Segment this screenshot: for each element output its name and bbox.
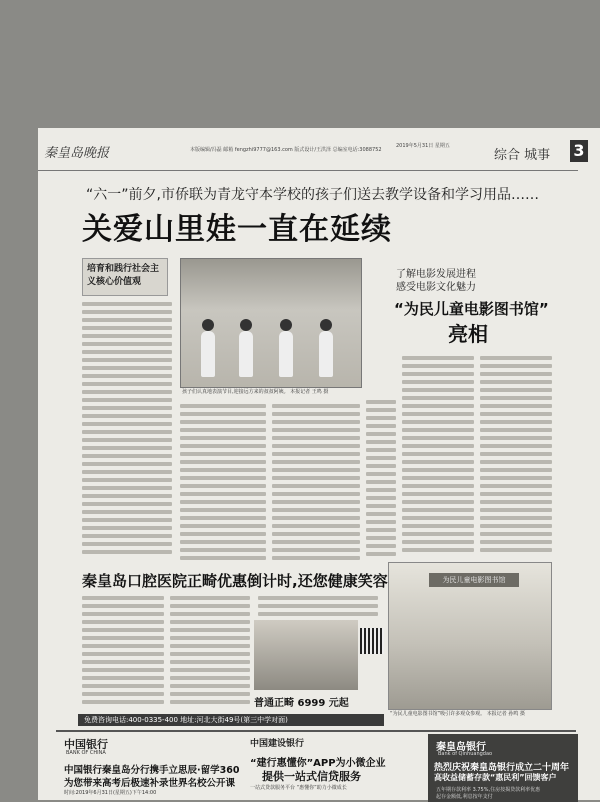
boc-ad-time: 时间:2019年6月31日(星期五)下午14:00 (64, 790, 157, 796)
clinic-ad-photo (254, 620, 358, 690)
article1-headline: 关爱山里娃一直在延续 (82, 212, 392, 247)
photo-figure (319, 331, 333, 377)
clinic-ad-body (82, 592, 164, 710)
clinic-ad-body (170, 592, 250, 710)
article2-kicker-line: 感受电影文化魅力 (396, 282, 476, 293)
article1-photo (180, 258, 362, 388)
photo-figure (239, 331, 253, 377)
boc-ad-line: 中国银行秦皇岛分行携手立思辰·留学360 (64, 765, 240, 776)
column-banner-text: 培育和践行社会主义核心价值观 (87, 264, 160, 287)
photo-figure (201, 331, 215, 377)
article1-body-column (272, 400, 360, 560)
boc-logo: 中国银行 (64, 738, 108, 751)
article2-kicker-line: 了解电影发展进程 (396, 269, 476, 280)
article2-kicker (396, 268, 476, 294)
page-number: 3 (570, 140, 588, 162)
article1-subhead: “六一”前夕,市侨联为青龙守本学校的孩子们送去教学设备和学习用品…… (86, 187, 539, 203)
boc-logo-english: BANK OF CHINA (66, 750, 106, 756)
photo-figure-head (320, 319, 332, 331)
masthead (38, 140, 585, 171)
issue-date: 2019年5月31日 星期五 (396, 143, 450, 149)
photo-figure-head (280, 319, 292, 331)
qhd-ad-line: 五年期存款利率 3.75%,住房按揭贷款利率优惠 (436, 787, 541, 793)
article2-title-second-line: 亮相 (448, 322, 488, 346)
article1-photo-caption: 孩子们认真地表演节目,迎接远方来的叔叔阿姨。 本报记者 王鸣 摄 (182, 389, 329, 395)
photo-figure-head (240, 319, 252, 331)
qhd-ad-line: 高收益储蓄存款“惠民利”回馈客户 (434, 773, 557, 782)
clinic-ad-contact: 免费咨询电话:400-0335-400 地址:河北大街49号(第三中学对面) (78, 714, 384, 726)
article2-body-column (480, 352, 552, 552)
article1-body-column (82, 298, 172, 560)
section-name: 综合 城事 (494, 148, 551, 163)
library-banner: 为民儿童电影图书馆 (429, 573, 519, 587)
column-banner (82, 258, 168, 296)
article2-photo (388, 562, 552, 710)
boc-ad-line: 为您带来高考后极速补录世界名校公开课 (64, 778, 236, 789)
article2-body-column (402, 352, 474, 552)
bank-ads-strip (56, 730, 576, 802)
editor-info: 本版编辑/冯磊 邮箱 fengzhi9777@163.com 版式设计/王洪泽 总编室电话:3088752 (190, 147, 382, 153)
qhd-ad-line: 起存金额低,利息按年支付 (436, 794, 493, 800)
photo-figure-head (202, 319, 214, 331)
qhd-bank-logo: 秦皇岛银行 (436, 742, 486, 753)
article1-body-column (180, 400, 266, 560)
qhd-bank-logo-english: Bank of Qinhuangdao (438, 751, 493, 757)
qr-code (360, 628, 384, 654)
newspaper-logo: 秦皇岛晚报 (44, 146, 110, 161)
photo-figure (279, 331, 293, 377)
article2-photo-caption: “为民儿童电影图书馆”吸引许多观众参观。 本报记者 孙鸣 摄 (390, 711, 525, 717)
ccb-ad-line: “建行惠懂你”APP为小微企业 (250, 758, 386, 769)
article2-title: “为民儿童电影图书馆” (394, 300, 549, 318)
clinic-ad-headline: 秦皇岛口腔医院正畸优惠倒计时,还您健康笑容 (82, 572, 388, 590)
qhd-ad-line: 热烈庆祝秦皇岛银行成立二十周年 (434, 763, 570, 773)
ccb-ad-line: 提供一站式信贷服务 (262, 770, 361, 783)
clinic-ad-body (258, 592, 378, 618)
ccb-logo: 中国建设银行 (250, 739, 305, 749)
article1-body-column (366, 396, 396, 560)
ccb-ad-note: 一站式贷款服务平台 “惠懂你”助力小微成长 (250, 785, 347, 791)
clinic-ad-price: 普通正畸 6999 元起 (254, 698, 349, 709)
